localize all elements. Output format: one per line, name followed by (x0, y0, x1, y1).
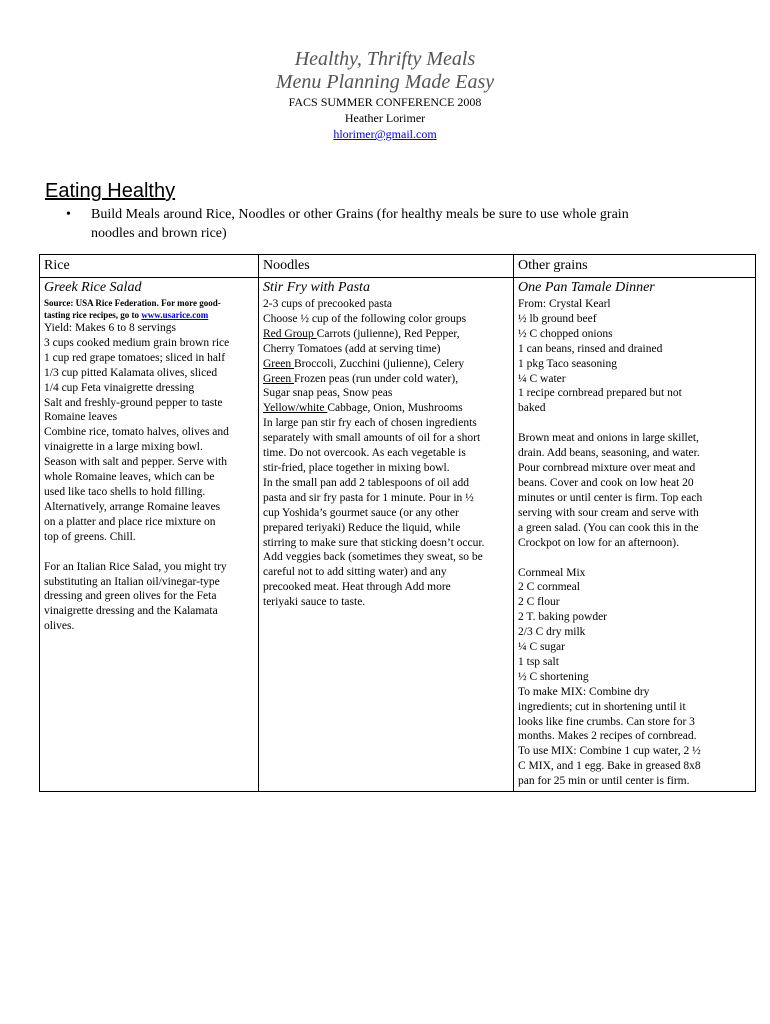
list-item: 3 cups cooked medium grain brown rice (44, 336, 230, 349)
list-item: ¼ C water (518, 372, 566, 385)
list-item: Yield: Makes 6 to 8 servings (44, 322, 176, 334)
list-item: Red Group Carrots (julienne), Red Pepper, (263, 327, 460, 340)
list-item: dressing and green olives for the Feta (44, 590, 217, 603)
grains-dish-title: One Pan Tamale Dinner (518, 280, 655, 295)
section-heading: Eating Healthy (45, 180, 176, 202)
list-item: ½ C chopped onions (518, 327, 613, 340)
list-item: stirring to make sure that sticking doesn’t occur. (263, 536, 485, 549)
rice-source-line-2: tasting rice recipes, go to www.usarice.com (44, 310, 209, 320)
noodles-dish-title: Stir Fry with Pasta (263, 280, 370, 295)
list-item: a green salad. (You can cook this in the (518, 521, 699, 534)
list-item: ¼ C sugar (518, 641, 565, 654)
rice-recipe-note (44, 560, 254, 635)
list-item: cup Yoshida’s gourmet sauce (or any other (263, 506, 459, 519)
grains-instructions (518, 431, 751, 550)
meal-table (39, 254, 756, 792)
list-item: Pour cornbread mixture over meat and (518, 462, 696, 475)
list-item: used like taco shells to hold filling. (44, 485, 206, 498)
list-item: time. Do not overcook. As each vegetable is (263, 447, 466, 460)
noodles-cell (259, 278, 514, 792)
red-group-label: Red Group (263, 327, 317, 340)
list-item: substituting an Italian oil/vinegar-type (44, 575, 220, 588)
list-item: Alternatively, arrange Romaine leaves (44, 500, 221, 513)
list-item: Brown meat and onions in large skillet, (518, 432, 699, 445)
list-item: ½ lb ground beef (518, 312, 597, 325)
list-item: 2-3 cups of precooked pasta (263, 298, 393, 310)
document-title: Healthy, Thrifty Meals (294, 48, 476, 70)
list-item: From: Crystal Kearl (518, 298, 611, 310)
list-item: precooked meat. Heat through Add more (263, 581, 451, 594)
list-item: top of greens. Chill. (44, 530, 136, 543)
list-item: To use MIX: Combine 1 cup water, 2 ½ (518, 745, 701, 758)
bullet-text: Build Meals around Rice, Noodles or other Grains (for healthy meals be sure to use whole grain (91, 207, 629, 222)
list-item: pan for 25 min or until center is firm. (518, 775, 690, 788)
list-item: 1/4 cup Feta vinaigrette dressing (44, 381, 195, 394)
header-rice: Rice (40, 255, 259, 278)
list-item: 2/3 C dry milk (518, 626, 586, 639)
list-item: separately with small amounts of oil for a short (263, 432, 481, 445)
rice-source-line: Source: USA Rice Federation. For more good- (44, 298, 221, 308)
list-item: 2 C flour (518, 596, 560, 609)
list-item: on a platter and place rice mixture on (44, 515, 216, 528)
list-item: Romaine leaves (44, 411, 118, 424)
bullet-item (66, 205, 706, 243)
header-noodles: Noodles (259, 255, 514, 278)
list-item: beans. Cover and cook on low heat 20 (518, 476, 694, 489)
yellow-white-group-label: Yellow/white (263, 402, 328, 415)
bullet-dot-icon: • (66, 207, 71, 222)
rice-dish-title: Greek Rice Salad (44, 280, 142, 295)
header-other-grains: Other grains (514, 255, 756, 278)
list-item: 1 tsp salt (518, 655, 559, 668)
list-item: 1 can beans, rinsed and drained (518, 342, 663, 355)
list-item: vinaigrette in a large mixing bowl. (44, 441, 203, 454)
list-item: stir-fried, place together in mixing bowl. (263, 461, 450, 474)
list-item: Yellow/white Cabbage, Onion, Mushrooms (263, 402, 463, 415)
table-header-row (40, 255, 756, 278)
list-item: Green Broccoli, Zucchini (julienne), Celery (263, 357, 465, 370)
conference-name: FACS SUMMER CONFERENCE 2008 (288, 95, 482, 109)
list-item: Green Frozen peas (run under cold water), (263, 372, 459, 385)
list-item: Salt and freshly-ground pepper to taste (44, 396, 223, 409)
list-item: ½ C shortening (518, 670, 589, 683)
table-row (40, 278, 756, 792)
list-item: Sugar snap peas, Snow peas (263, 387, 393, 400)
list-item: ingredients; cut in shortening until it (518, 700, 686, 713)
list-item: C MIX, and 1 egg. Bake in greased 8x8 (518, 760, 701, 773)
usarice-link[interactable]: www.usarice.com (141, 310, 209, 320)
list-item: teriyaki sauce to taste. (263, 596, 366, 609)
list-item: baked (518, 402, 546, 415)
list-item: 1 cup red grape tomatoes; sliced in half (44, 351, 226, 364)
list-item: drain. Add beans, seasoning, and water. (518, 447, 700, 460)
list-item: serving with sour cream and serve with (518, 506, 699, 519)
document-header (0, 48, 770, 142)
cornmeal-mix-recipe (518, 566, 751, 790)
list-item: Crockpot on low for an afternoon). (518, 536, 679, 549)
list-item: Add veggies back (sometimes they sweat, so be (263, 551, 483, 564)
list-item: prepared teriyaki) Reduce the liquid, while (263, 521, 461, 534)
list-item: For an Italian Rice Salad, you might try (44, 560, 227, 573)
list-item: looks like fine crumbs. Can store for 3 (518, 715, 695, 728)
list-item: Combine rice, tomato halves, olives and (44, 426, 229, 439)
author-email-link[interactable]: hlorimer@gmail.com (333, 127, 437, 141)
document-subtitle: Menu Planning Made Easy (275, 71, 495, 93)
rice-recipe-lines (44, 321, 254, 545)
grains-ingredients (518, 297, 751, 416)
list-item: 1 recipe cornbread prepared but not (518, 387, 682, 400)
list-item: minutes or until center is firm. Top each (518, 491, 703, 504)
list-item: In large pan stir fry each of chosen ingredients (263, 417, 477, 430)
rice-cell (40, 278, 259, 792)
list-item: pasta and sir fry pasta for 1 minute. Pour in ½ (263, 491, 474, 504)
list-item: 2 C cornmeal (518, 581, 580, 594)
list-item: Cornmeal Mix (518, 566, 586, 579)
bullet-text-continued: noodles and brown rice) (91, 226, 227, 241)
green-group-label: Green (263, 372, 294, 385)
list-item: 2 T. baking powder (518, 611, 608, 624)
list-item: 1 pkg Taco seasoning (518, 357, 617, 370)
list-item: Cherry Tomatoes (add at serving time) (263, 342, 441, 355)
list-item: whole Romaine leaves, which can be (44, 471, 215, 484)
list-item: To make MIX: Combine dry (518, 685, 650, 698)
list-item: Choose ½ cup of the following color groups (263, 312, 467, 325)
list-item: 1/3 cup pitted Kalamata olives, sliced (44, 366, 218, 379)
list-item: months. Makes 2 recipes of cornbread. (518, 730, 697, 743)
list-item: Season with salt and pepper. Serve with (44, 456, 228, 469)
grains-cell (514, 278, 756, 792)
list-item: careful not to add sitting water) and any (263, 566, 447, 579)
green-group-label: Green (263, 357, 294, 370)
list-item: In the small pan add 2 tablespoons of oil add (263, 476, 470, 489)
list-item: olives. (44, 620, 75, 633)
list-item: vinaigrette dressing and the Kalamata (44, 605, 218, 618)
author-name: Heather Lorimer (344, 111, 426, 125)
noodles-instructions (263, 416, 509, 610)
